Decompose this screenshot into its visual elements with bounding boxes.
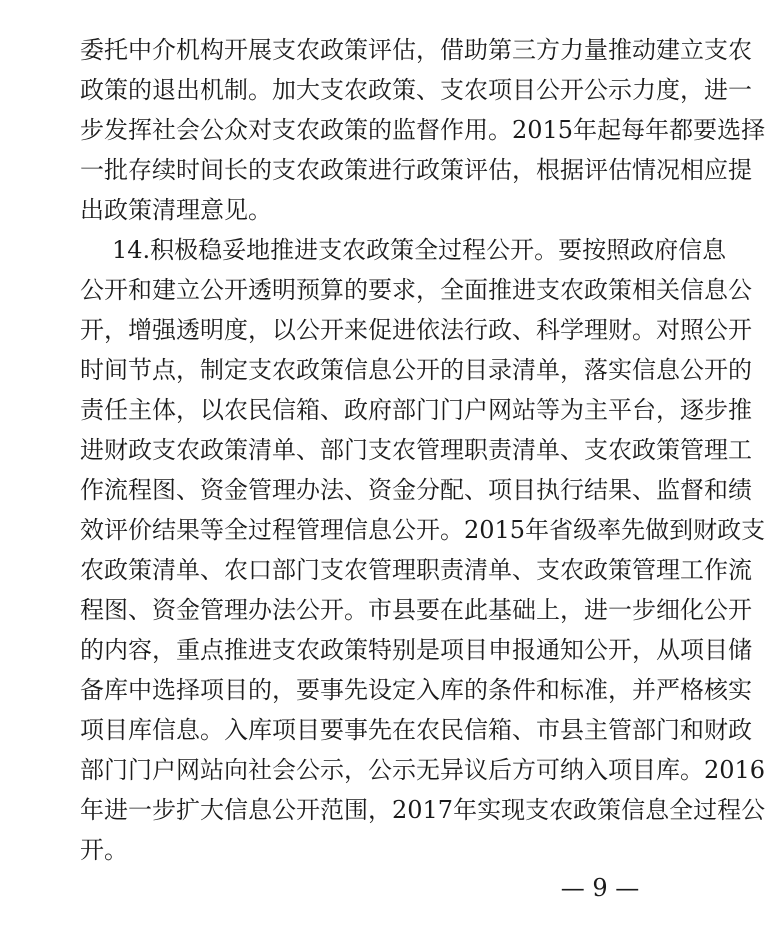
text-line: 农政策清单、农口部门支农管理职责清单、支农政策管理工作流 <box>80 556 752 584</box>
text-line: 步发挥社会公众对支农政策的监督作用。2015年起每年都要选择 <box>80 116 765 144</box>
text-line: 作流程图、资金管理办法、资金分配、项目执行结果、监督和绩 <box>80 476 752 504</box>
text-line: 部门门户网站向社会公示，公示无异议后方可纳入项目库。2016 <box>80 756 765 784</box>
text-line: 公开和建立公开透明预算的要求，全面推进支农政策相关信息公 <box>80 276 752 304</box>
text-line: 责任主体，以农民信箱、政府部门门户网站等为主平台，逐步推 <box>80 396 752 424</box>
paragraph-heading-line: 14.积极稳妥地推进支农政策全过程公开。要按照政府信息 <box>112 236 727 264</box>
text-line: 年进一步扩大信息公开范围，2017年实现支农政策信息全过程公 <box>80 796 765 824</box>
page-number: — 9 — <box>560 874 640 902</box>
text-line: 备库中选择项目的，要事先设定入库的条件和标准，并严格核实 <box>80 676 752 704</box>
text-line: 进财政支农政策清单、部门支农管理职责清单、支农政策管理工 <box>80 436 752 464</box>
text-line: 的内容，重点推进支农政策特别是项目申报通知公开，从项目储 <box>80 636 752 664</box>
text-line: 开。 <box>80 836 128 864</box>
text-line: 效评价结果等全过程管理信息公开。2015年省级率先做到财政支 <box>80 516 765 544</box>
text-line: 一批存续时间长的支农政策进行政策评估，根据评估情况相应提 <box>80 156 752 184</box>
text-line: 程图、资金管理办法公开。市县要在此基础上，进一步细化公开 <box>80 596 752 624</box>
text-line: 开，增强透明度，以公开来促进依法行政、科学理财。对照公开 <box>80 316 752 344</box>
text-line: 时间节点，制定支农政策信息公开的目录清单，落实信息公开的 <box>80 356 752 384</box>
text-line: 委托中介机构开展支农政策评估，借助第三方力量推动建立支农 <box>80 36 752 64</box>
text-line: 政策的退出机制。加大支农政策、支农项目公开公示力度，进一 <box>80 76 752 104</box>
text-line: 出政策清理意见。 <box>80 196 272 224</box>
text-line: 项目库信息。入库项目要事先在农民信箱、市县主管部门和财政 <box>80 716 752 744</box>
